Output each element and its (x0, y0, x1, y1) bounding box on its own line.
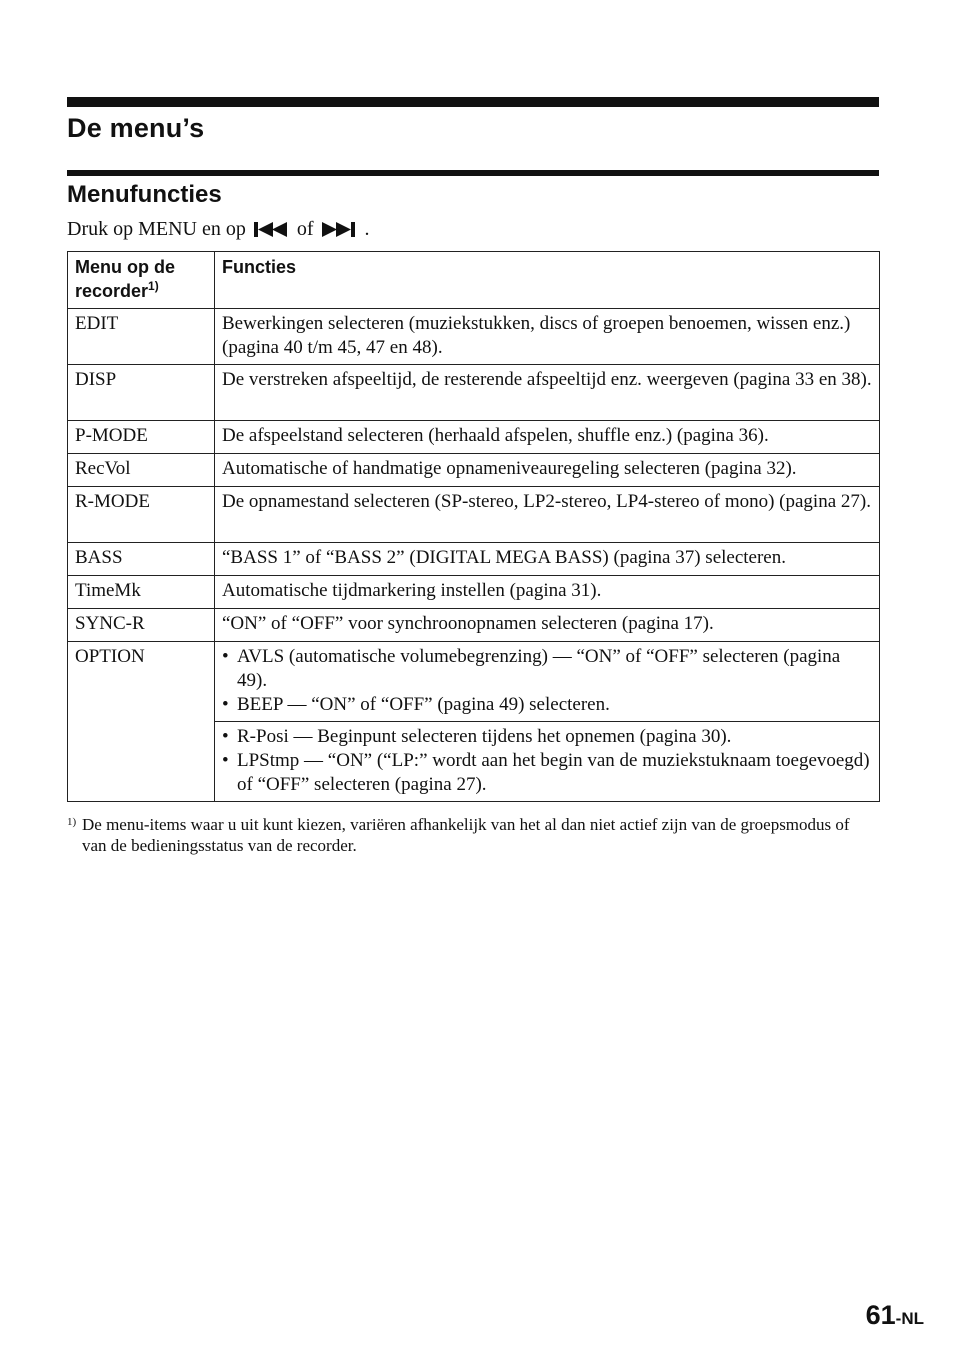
instruction-text-after: . (364, 218, 370, 240)
option-list-1 (222, 645, 872, 717)
header-menu-footnote-mark: 1) (148, 279, 159, 293)
menu-cell: SYNC-R (68, 609, 215, 642)
page-number (866, 1300, 924, 1331)
table-row (68, 609, 880, 642)
function-cell-option-group1 (215, 642, 880, 722)
table-row (68, 487, 880, 543)
menu-cell: RecVol (68, 454, 215, 487)
list-item (222, 725, 872, 749)
table-header-row (68, 252, 880, 309)
instruction-text-middle: of (296, 218, 314, 240)
page-number-suffix: -NL (895, 1309, 924, 1328)
skip-next-icon (322, 221, 357, 238)
table-row (68, 454, 880, 487)
table-row (68, 309, 880, 365)
page-title: De menu’s (67, 113, 205, 143)
skip-previous-icon (254, 221, 289, 238)
option-list-2 (222, 725, 872, 797)
menu-cell: R-MODE (68, 487, 215, 543)
menu-cell: EDIT (68, 309, 215, 365)
section-title: Menufuncties (67, 181, 222, 208)
function-cell: De verstreken afspeeltijd, de resterende afspeeltijd enz. weergeven (pagina 33 en 38). (215, 365, 880, 421)
table-row (68, 576, 880, 609)
header-functions: Functies (215, 252, 880, 309)
function-cell: “ON” of “OFF” voor synchroonopnamen selecteren (pagina 17). (215, 609, 880, 642)
function-cell: “BASS 1” of “BASS 2” (DIGITAL MEGA BASS) (pagina 37) selecteren. (215, 543, 880, 576)
function-cell-option-group2 (215, 722, 880, 802)
menu-cell: P-MODE (68, 421, 215, 454)
menu-cell-option: OPTION (68, 642, 215, 802)
bullet: • (222, 646, 229, 667)
list-item (222, 693, 872, 717)
header-menu-label: Menu op de recorder (75, 257, 175, 301)
menu-table (67, 251, 880, 802)
table-row (68, 543, 880, 576)
section-rule (67, 170, 879, 176)
table-row (68, 421, 880, 454)
top-rule (67, 97, 879, 107)
footnote-text: De menu-items waar u uit kunt kiezen, variëren afhankelijk van het al dan niet actief zijn van de groepsmodus of van de bedieningsstatus van de recorder. (82, 815, 850, 855)
function-cell: Bewerkingen selecteren (muziekstukken, discs of groepen benoemen, wissen enz.) (pagina 40 t/m 45, 47 en 48). (215, 309, 880, 365)
instruction-line (67, 216, 370, 242)
page-number-value: 61 (865, 1300, 896, 1330)
list-item-text: BEEP — “ON” of “OFF” (pagina 49) selecteren. (237, 694, 610, 715)
menu-cell: DISP (68, 365, 215, 421)
table-row-option (68, 642, 880, 722)
footnote (67, 814, 867, 856)
menu-cell: BASS (68, 543, 215, 576)
header-menu (68, 252, 215, 309)
list-item (222, 645, 872, 693)
bullet: • (222, 750, 229, 771)
list-item-text: LPStmp — “ON” (“LP:” wordt aan het begin van de muziekstuknaam toegevoegd) of “OFF” selecteren (pagina 27). (237, 750, 870, 795)
list-item-text: R-Posi — Beginpunt selecteren tijdens het opnemen (pagina 30). (237, 726, 732, 747)
function-cell: Automatische tijdmarkering instellen (pagina 31). (215, 576, 880, 609)
table-row (68, 365, 880, 421)
list-item-text: AVLS (automatische volumebegrenzing) — “ON” of “OFF” selecteren (pagina 49). (237, 646, 841, 691)
function-cell: De afspeelstand selecteren (herhaald afspelen, shuffle enz.) (pagina 36). (215, 421, 880, 454)
function-cell: Automatische of handmatige opnameniveauregeling selecteren (pagina 32). (215, 454, 880, 487)
menu-cell: TimeMk (68, 576, 215, 609)
list-item (222, 749, 872, 797)
instruction-text-before: Druk op MENU en op (67, 218, 246, 240)
bullet: • (222, 694, 229, 715)
bullet: • (222, 726, 229, 747)
footnote-marker: 1) (67, 816, 77, 828)
function-cell: De opnamestand selecteren (SP-stereo, LP2-stereo, LP4-stereo of mono) (pagina 27). (215, 487, 880, 543)
